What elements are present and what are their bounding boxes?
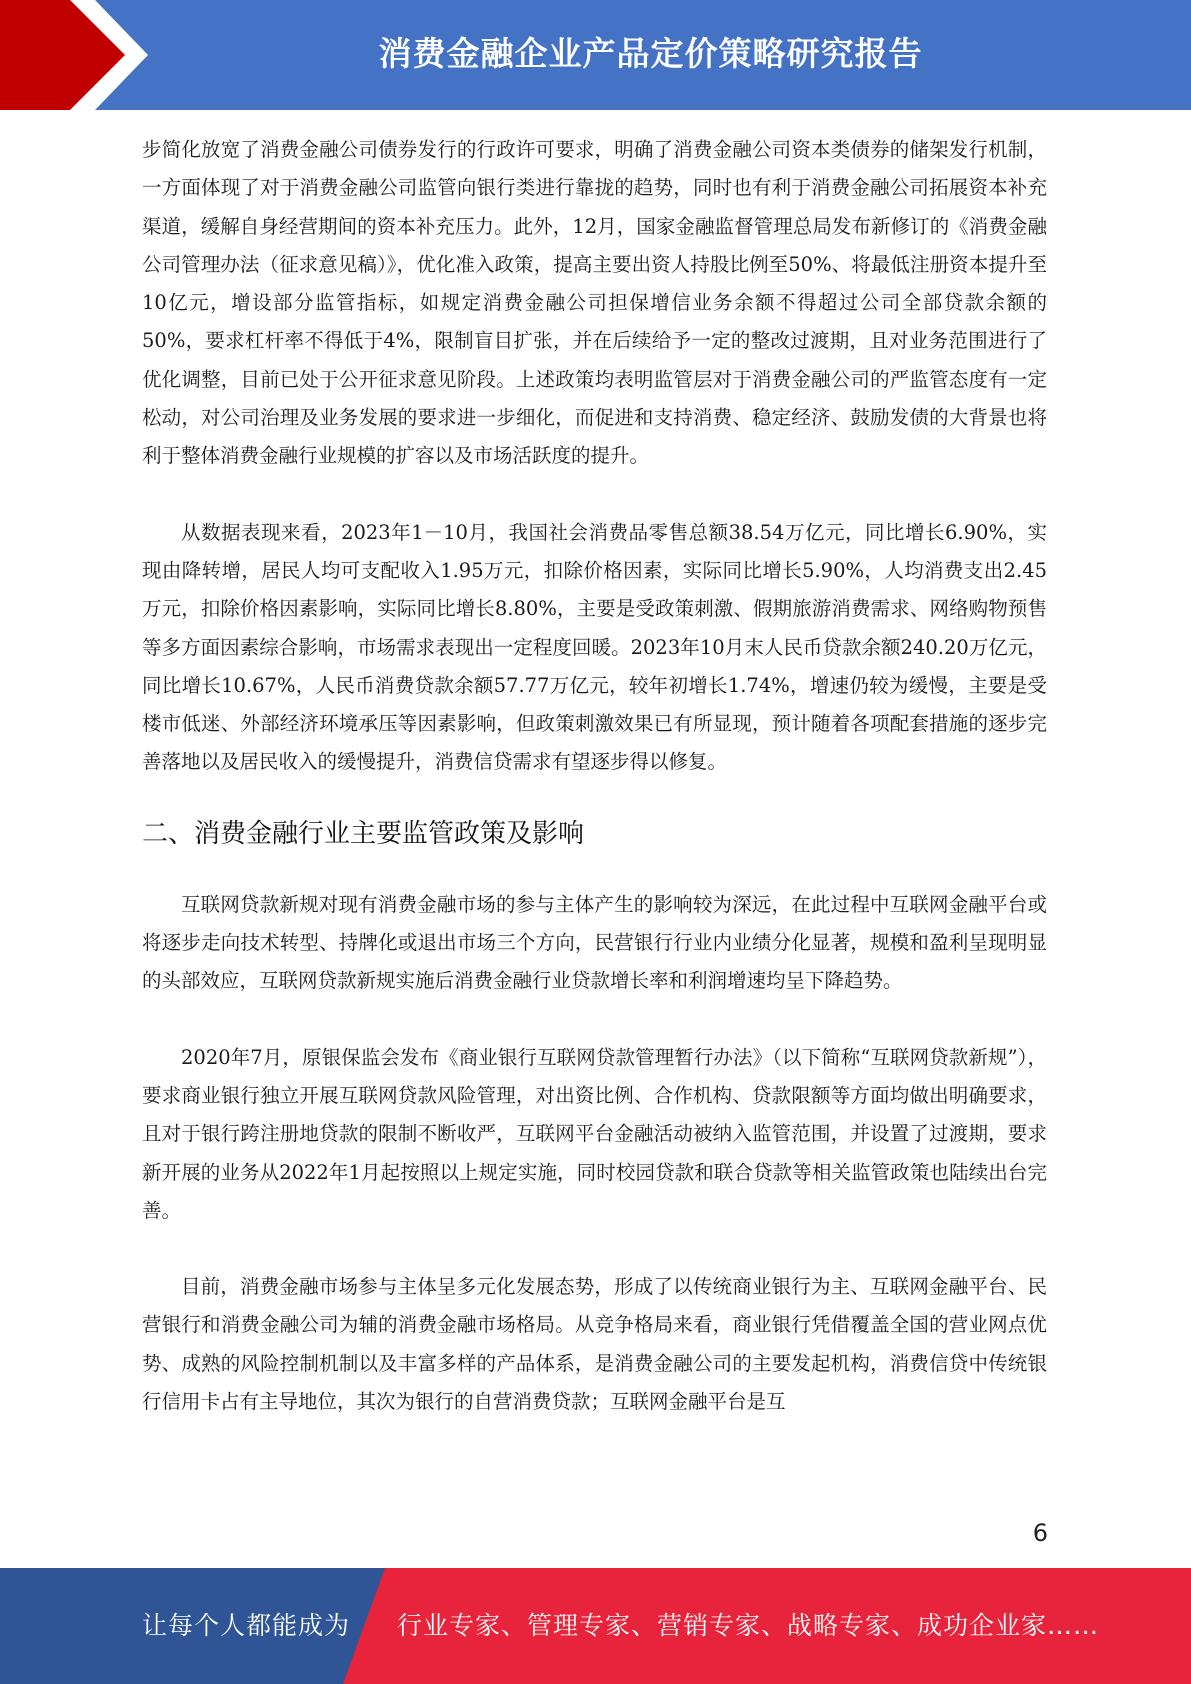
body-paragraph-2: 从数据表现来看，2023年1－10月，我国社会消费品零售总额38.54万亿元，同比增长6.90%，实现由降转增，居民人均可支配收入1.95万元，扣除价格因素，实际同比增长5.90%，人均消费支出2.45万元，扣除价格因素影响，实际同比增长8.80%，主要是受政策刺激、假期旅游消费需求、网络购物预售等多方面因素综合影响，市场需求表现出一定程度回暖。2023年10月末人民币贷款余额240.20万亿元，同比增长10.67%，人民币消费贷款余额57.77万亿元，较年初增长1.74%，增速仍较为缓慢，主要是受楼市低迷、外部经济环境承压等因素影响，但政策刺激效果已有所显现，预计随着各项配套措施的逐步完善落地以及居民收入的缓慢提升，消费信贷需求有望逐步得以修复。: [142, 520, 1047, 774]
section-heading: 二、消费金融行业主要监管政策及影响: [142, 818, 585, 849]
body-paragraph-4: 2020年7月，原银保监会发布《商业银行互联网贷款管理暂行办法》（以下简称“互联网贷款新规”），要求商业银行独立开展互联网贷款风险管理，对出资比例、合作机构、贷款限额等方面均做出明确要求，且对于银行跨注册地贷款的限制不断收严，互联网平台金融活动被纳入监管范围，并设置了过渡期，要求新开展的业务从2022年1月起按照以上规定实施，同时校园贷款和联合贷款等相关监管政策也陆续出台完善。: [142, 1045, 1047, 1222]
body-paragraph-1: 步简化放宽了消费金融公司债券发行的行政许可要求，明确了消费金融公司资本类债券的储架发行机制，一方面体现了对于消费金融公司监管向银行类进行靠拢的趋势，同时也有利于消费金融公司拓展资本补充渠道，缓解自身经营期间的资本补充压力。此外，12月，国家金融监督管理总局发布新修订的《消费金融公司管理办法（征求意见稿）》，优化准入政策，提高主要出资人持股比例至50%、将最低注册资本提升至10亿元，增设部分监管指标，如规定消费金融公司担保增信业务余额不得超过公司全部贷款余额的50%，要求杠杆率不得低于4%，限制盲目扩张，并在后续给予一定的整改过渡期，且对业务范围进行了优化调整，目前已处于公开征求意见阶段。上述政策均表明监管层对于消费金融公司的严监管态度有一定松动，对公司治理及业务发展的要求进一步细化，而促进和支持消费、稳定经济、鼓励发债的大背景也将利于整体消费金融行业规模的扩容以及市场活跃度的提升。: [142, 138, 1047, 468]
footer-slogan-right: 行业专家、管理专家、营销专家、战略专家、成功企业家……: [397, 1611, 1100, 1640]
body-paragraph-5: 目前，消费金融市场参与主体呈多元化发展态势，形成了以传统商业银行为主、互联网金融平台、民营银行和消费金融公司为辅的消费金融市场格局。从竞争格局来看，商业银行凭借覆盖全国的营业网点优势、成熟的风险控制机制以及丰富多样的产品体系，是消费金融公司的主要发起机构，消费信贷中传统银行信用卡占有主导地位，其次为银行的自营消费贷款；互联网金融平台是互: [142, 1275, 1047, 1414]
page-footer: [0, 1568, 1191, 1684]
page-header: [0, 0, 1191, 110]
footer-slogan-left: 让每个人都能成为: [142, 1611, 351, 1640]
page-number: 6: [1032, 1519, 1048, 1547]
document-title: 消费金融企业产品定价策略研究报告: [378, 34, 923, 73]
body-paragraph-3: 互联网贷款新规对现有消费金融市场的参与主体产生的影响较为深远，在此过程中互联网金融平台或将逐步走向技术转型、持牌化或退出市场三个方向，民营银行行业内业绩分化显著，规模和盈利呈现明显的头部效应，互联网贷款新规实施后消费金融行业贷款增长率和利润增速均呈下降趋势。: [142, 892, 1047, 993]
page-content: [142, 131, 1047, 1421]
